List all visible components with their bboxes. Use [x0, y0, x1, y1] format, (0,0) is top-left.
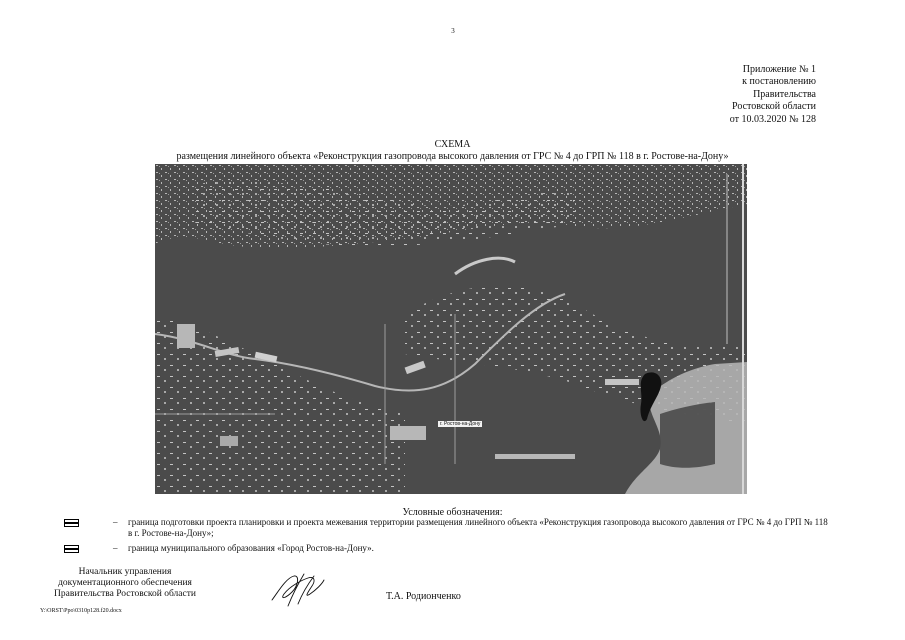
legend-heading: Условные обозначения: [402, 507, 503, 518]
title-subtitle: размещения линейного объекта «Реконструкция газопровода высокого давления от ГРС № 4 до ГРП № 118 в г. Ростове-на-Дону» [176, 151, 729, 162]
signatory-position [40, 567, 210, 600]
document-title [100, 139, 805, 163]
light-patch [390, 426, 426, 440]
light-patch [605, 379, 639, 385]
page-number: 3 [451, 27, 455, 35]
legend-swatch-icon [64, 519, 79, 527]
legend-swatch-icon [64, 545, 79, 553]
appendix-line: Приложение № 1 [742, 64, 816, 75]
channel-line [455, 258, 515, 274]
appendix-line: Правительства [753, 88, 816, 100]
position-line: Начальник управления [78, 567, 172, 577]
title-heading: СХЕМА [434, 139, 471, 150]
scheme-map [155, 164, 747, 494]
document-path: Y:\ORST\Ppo\0310p128.f20.docx [40, 608, 122, 614]
light-patch [405, 361, 426, 374]
appendix-line: от 10.03.2020 № 128 [729, 113, 816, 125]
position-line: документационного обеспечения [58, 578, 192, 588]
light-patch [177, 324, 195, 348]
light-patch [220, 436, 238, 446]
urban-area-inner [660, 402, 715, 468]
legend-dash: – [113, 517, 118, 527]
appendix-line: Ростовской области [732, 101, 816, 113]
position-line: Правительства Ростовской области [54, 589, 196, 599]
legend-text: граница муниципального образования «Город Ростов-на-Дону». [128, 543, 374, 553]
appendix-line: к постановлению [742, 76, 816, 88]
appendix-block [690, 64, 816, 126]
legend-dash: – [113, 543, 118, 553]
handwritten-signature [268, 570, 328, 608]
light-patch [495, 454, 575, 459]
signatory-name: Т.А. Родионченко [386, 591, 461, 602]
map-label: г. Ростов-на-Дону [440, 421, 481, 427]
legend-text: граница подготовки проекта планировки и проекта межевания территории размещения линейного объекта «Реконструкция газопровода высокого давления от ГРС № 4 до ГРП № 118 в г. Ростове-на-Дону»; [128, 517, 828, 538]
map-image [155, 164, 747, 494]
